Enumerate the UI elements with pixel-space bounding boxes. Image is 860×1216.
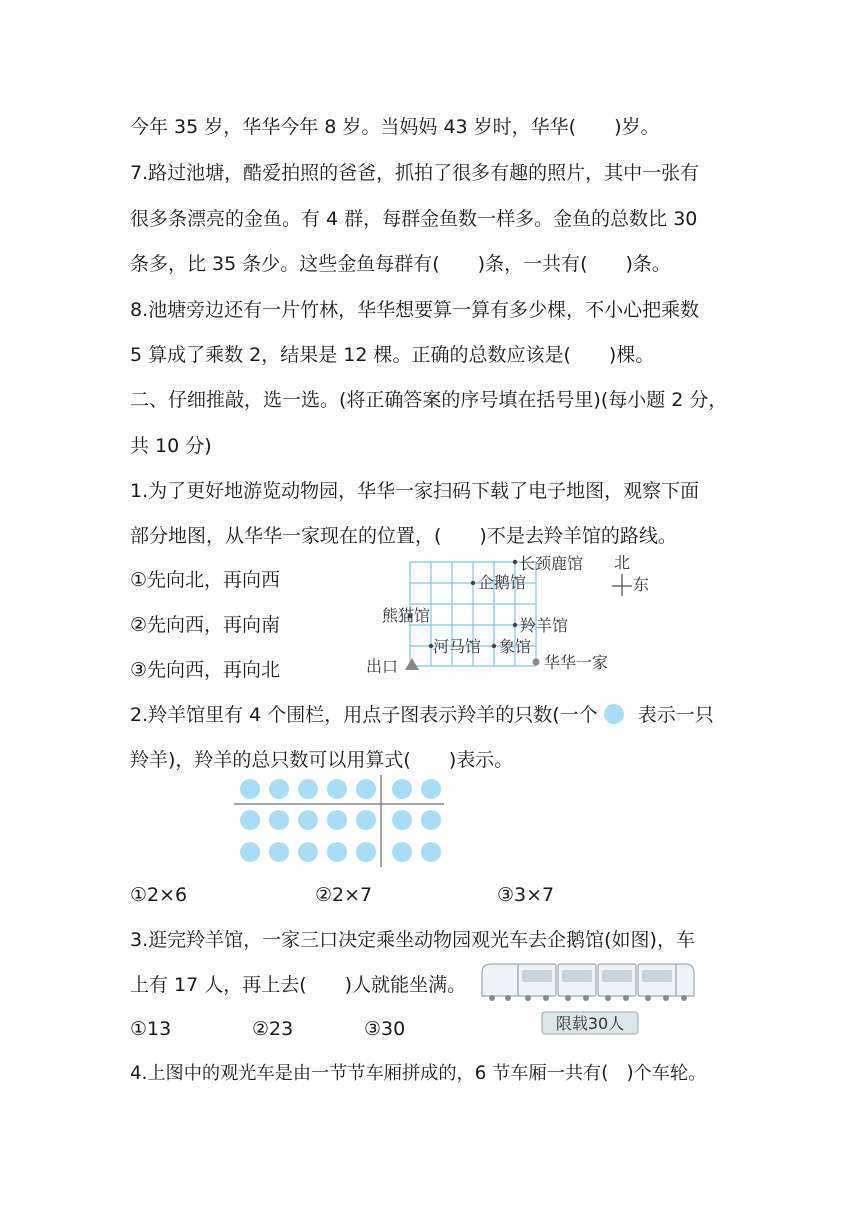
q1-line-1: 1.为了更好地游览动物园，华华一家扫码下载了电子地图，观察下面 <box>130 480 700 502</box>
dot <box>327 842 347 862</box>
q3-line-2: 上有 17 人，再上去( )人就能坐满。 <box>130 974 467 996</box>
exit-triangle-icon <box>405 658 419 670</box>
dot <box>269 842 289 862</box>
q1-option-1: ①先向北，再向西 <box>130 569 281 591</box>
map-label-east: 东 <box>633 575 650 594</box>
dot <box>240 842 260 862</box>
dot <box>269 779 289 799</box>
map-label-family: 华华一家 <box>544 653 609 672</box>
bus-capacity-label: 限载30人 <box>555 1014 625 1033</box>
dot <box>392 810 412 830</box>
map-label-penguin: 企鹅馆 <box>478 573 527 592</box>
dot <box>269 810 289 830</box>
dot-icon <box>604 704 624 724</box>
q4-line-1: 4.上图中的观光车是由一节节车厢拼成的，6 节车厢一共有( )个车轮。 <box>130 1063 707 1084</box>
sightseeing-bus <box>478 960 698 1036</box>
text-line-5: 8.池塘旁边还有一片竹林，华华想要算一算有多少棵，不小心把乘数 <box>130 299 700 321</box>
dot-array <box>232 775 447 867</box>
dot <box>240 810 260 830</box>
map-label-giraffe: 长颈鹿馆 <box>519 554 584 573</box>
q3-option-2: ②23 <box>252 1018 294 1040</box>
q2-line-1b: 表示一只 <box>637 704 714 726</box>
q3-option-1: ①13 <box>130 1018 172 1040</box>
q3-option-3: ③30 <box>364 1018 406 1040</box>
map-label-elephant: 象馆 <box>499 637 532 656</box>
compass-icon <box>612 574 632 596</box>
map-label-antelope: 羚羊馆 <box>520 616 569 635</box>
q2-line-2: 羚羊)，羚羊的总只数可以用算式( )表示。 <box>130 749 514 771</box>
dot <box>298 779 318 799</box>
q2-line-1 <box>130 703 714 727</box>
dot <box>421 842 441 862</box>
q2-option-3: ③3×7 <box>497 884 555 906</box>
text-line-1: 今年 35 岁，华华今年 8 岁。当妈妈 43 岁时，华华( )岁。 <box>130 116 660 138</box>
map-label-hippo: 河马馆 <box>433 637 482 656</box>
dot <box>392 779 412 799</box>
dot <box>356 842 376 862</box>
dot <box>240 779 260 799</box>
map-label-exit: 出口 <box>366 657 399 676</box>
dot <box>298 810 318 830</box>
q1-option-3: ③先向西，再向北 <box>130 659 281 681</box>
section-heading-cont: 共 10 分) <box>130 435 212 457</box>
dot <box>392 842 412 862</box>
q3-line-1: 3.逛完羚羊馆，一家三口决定乘坐动物园观光车去企鹅馆(如图)，车 <box>130 929 695 951</box>
q2-line-1a: 2.羚羊馆里有 4 个围栏，用点子图表示羚羊的只数(一个 <box>130 704 598 726</box>
text-line-6: 5 算成了乘数 2，结果是 12 棵。正确的总数应该是( )棵。 <box>130 344 655 366</box>
section-heading: 二、仔细推敲，选一选。(将正确答案的序号填在括号里)(每小题 2 分， <box>130 389 728 411</box>
dot <box>421 779 441 799</box>
dot <box>421 810 441 830</box>
q2-option-2: ②2×7 <box>315 884 373 906</box>
dot <box>327 810 347 830</box>
map-label-panda: 熊猫馆 <box>382 606 431 625</box>
text-line-3: 很多条漂亮的金鱼。有 4 群，每群金鱼数一样多。金鱼的总数比 30 <box>130 208 698 230</box>
dot <box>356 810 376 830</box>
q2-option-1: ①2×6 <box>130 884 188 906</box>
text-line-4: 条多，比 35 条少。这些金鱼每群有( )条，一共有( )条。 <box>130 253 671 275</box>
q1-option-2: ②先向西，再向南 <box>130 614 281 636</box>
dot <box>298 842 318 862</box>
q1-line-2: 部分地图，从华华一家现在的位置，( )不是去羚羊馆的路线。 <box>130 525 677 547</box>
dot <box>356 779 376 799</box>
dot <box>327 779 347 799</box>
zoo-map <box>360 552 680 682</box>
text-line-2: 7.路过池塘，酷爱拍照的爸爸，抓拍了很多有趣的照片，其中一张有 <box>130 162 700 184</box>
map-label-north: 北 <box>614 553 631 572</box>
